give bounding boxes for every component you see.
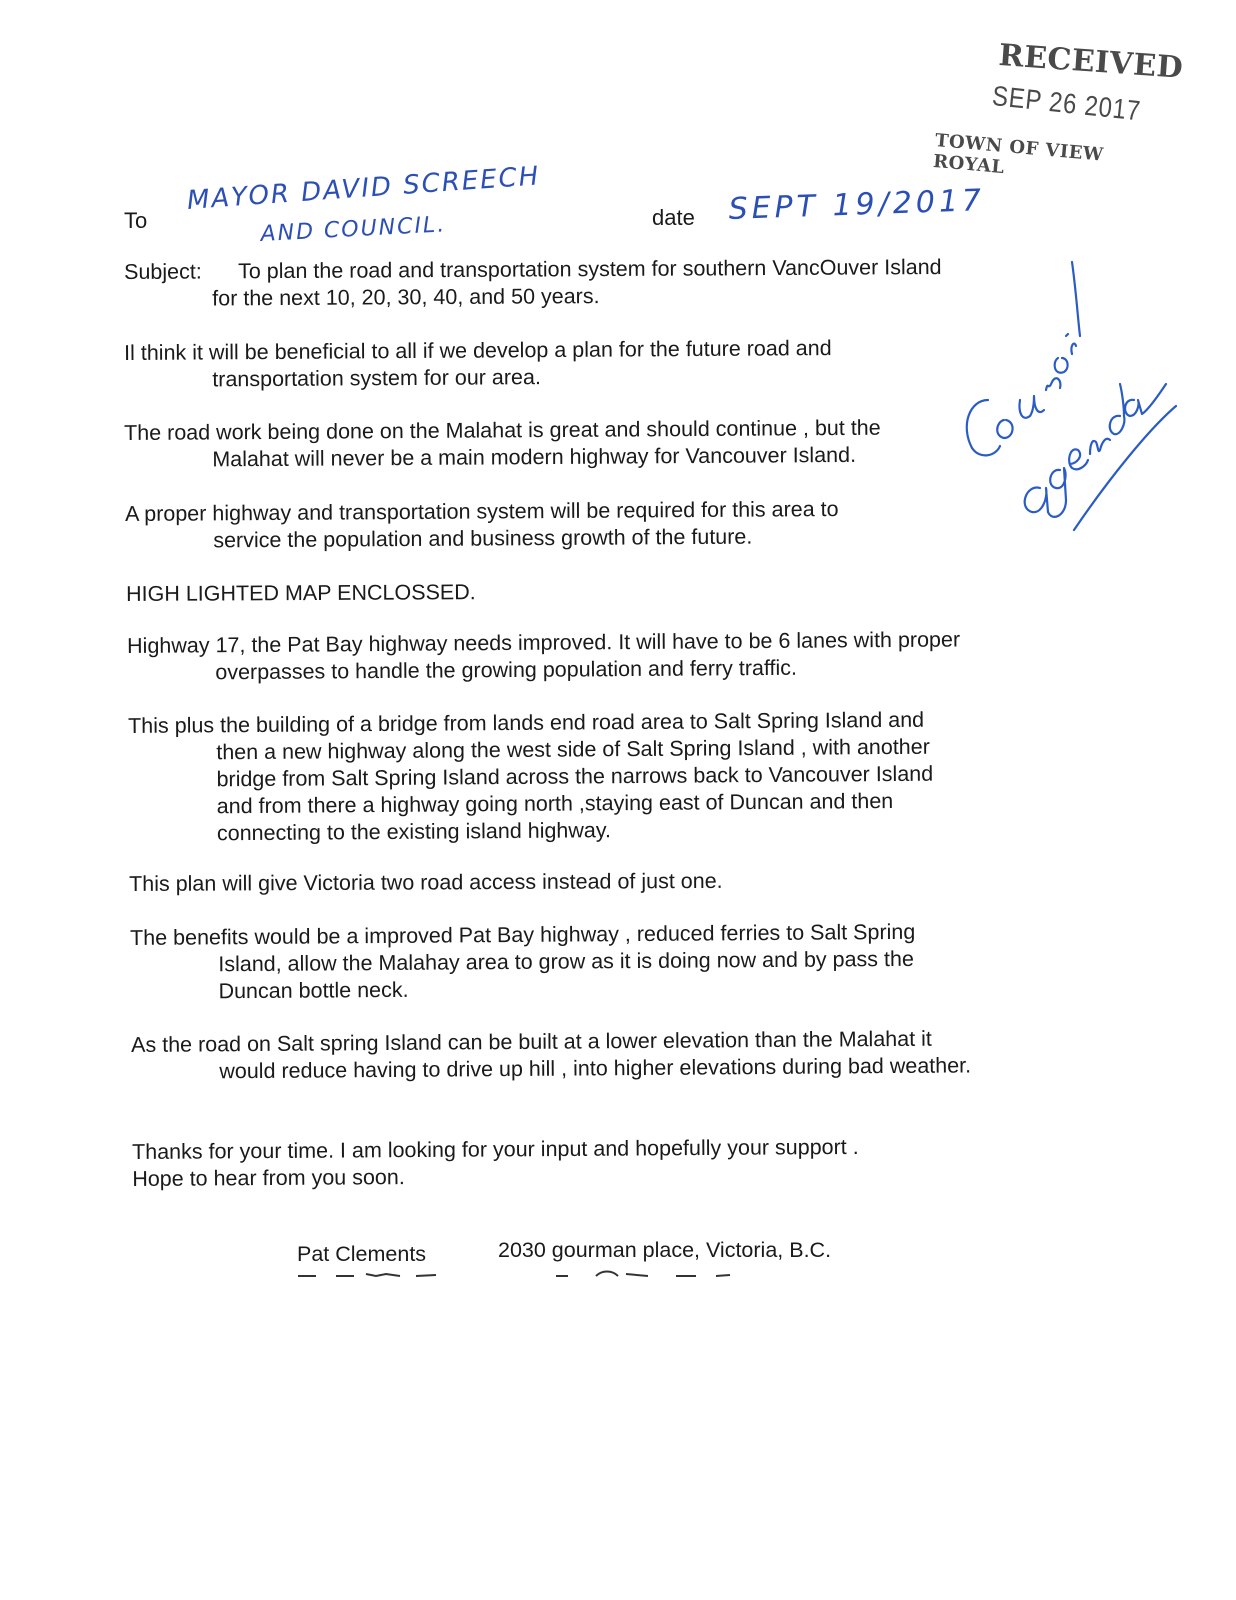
date-label: date	[652, 205, 695, 230]
closing-paragraph	[132, 1134, 859, 1193]
paragraph-line: Il think it will be beneficial to all if we develop a plan for the future road and	[124, 336, 832, 365]
stamp-received-text: RECEIVED	[997, 38, 1185, 86]
body-paragraph-2	[124, 415, 881, 474]
cutoff-text-fragments	[296, 1268, 736, 1278]
subject-label: Subject:	[124, 259, 202, 284]
body-paragraph-7	[129, 868, 723, 898]
body-paragraph-3	[125, 496, 839, 555]
paragraph-line: then a new highway along the west side of Salt Spring Island , with another	[216, 734, 930, 765]
paragraph-line: Highway 17, the Pat Bay highway needs improved. It will have to be 6 lanes with proper	[127, 627, 961, 658]
council-agenda-handwritten-note	[948, 250, 1178, 550]
subject-paragraph	[124, 254, 942, 313]
paragraph-line: Thanks for your time. I am looking for your input and hopefully your support .	[132, 1134, 859, 1164]
paragraph-line: A proper highway and transportation system will be required for this area to	[125, 497, 839, 526]
sender-name: Pat Clements	[297, 1242, 427, 1266]
date-handwritten: SEPT 19/2017	[728, 183, 986, 227]
paragraph-line: The road work being done on the Malahat is great and should continue , but the	[124, 415, 881, 445]
recipient-handwritten-line2: AND COUNCIL.	[260, 212, 447, 247]
paragraph-line: Hope to hear from you soon.	[132, 1165, 405, 1191]
paragraph-line: bridge from Salt Spring Island across the narrows back to Vancouver Island	[216, 761, 934, 792]
paragraph-line: service the population and business growth of the future.	[213, 524, 753, 553]
body-paragraph-1	[124, 335, 832, 394]
stamp-date-text: SEP 26 2017	[990, 80, 1143, 127]
paragraph-line: and from there a highway going north ,staying east of Duncan and then	[216, 788, 894, 819]
body-paragraph-4	[126, 579, 476, 608]
recipient-handwritten-line1: MAYOR DAVID SCREECH	[186, 161, 542, 216]
paragraph-line: would reduce having to drive up hill , into higher elevations during bad weather.	[219, 1053, 972, 1084]
paragraph-line: connecting to the existing island highway.	[216, 818, 612, 846]
stamp-town-text: TOWN OF VIEW ROYAL	[932, 130, 1105, 179]
subject-line2: for the next 10, 20, 30, 40, and 50 years.	[212, 284, 600, 311]
paragraph-line: This plus the building of a bridge from lands end road area to Salt Spring Island and	[128, 707, 925, 738]
paragraph-line: Malahat will never be a main modern highway for Vancouver Island.	[212, 442, 857, 472]
to-label: To	[124, 208, 148, 233]
paragraph-line: overpasses to handle the growing population and ferry traffic.	[215, 655, 798, 685]
paragraph-line: The benefits would be a improved Pat Bay highway , reduced ferries to Salt Spring	[130, 919, 916, 950]
paragraph-line: As the road on Salt spring Island can be built at a lower elevation than the Malahat it	[131, 1026, 932, 1057]
body-paragraph-8	[130, 919, 916, 1006]
body-paragraph-9	[131, 1025, 971, 1086]
subject-line1: To plan the road and transportation system for southern VancOuver Island	[238, 255, 942, 284]
paragraph-line: This plan will give Victoria two road access instead of just one.	[129, 868, 723, 896]
paragraph-line: HIGH LIGHTED MAP ENCLOSSED.	[126, 580, 476, 606]
paragraph-line: Island, allow the Malahay area to grow as it is doing now and by pass the	[218, 946, 914, 977]
paragraph-line: Duncan bottle neck.	[218, 977, 409, 1004]
body-paragraph-6	[128, 707, 934, 848]
sender-address: 2030 gourman place, Victoria, B.C.	[498, 1238, 832, 1262]
received-stamp	[930, 38, 1185, 188]
paragraph-line: transportation system for our area.	[212, 365, 541, 392]
body-paragraph-5	[127, 626, 960, 687]
